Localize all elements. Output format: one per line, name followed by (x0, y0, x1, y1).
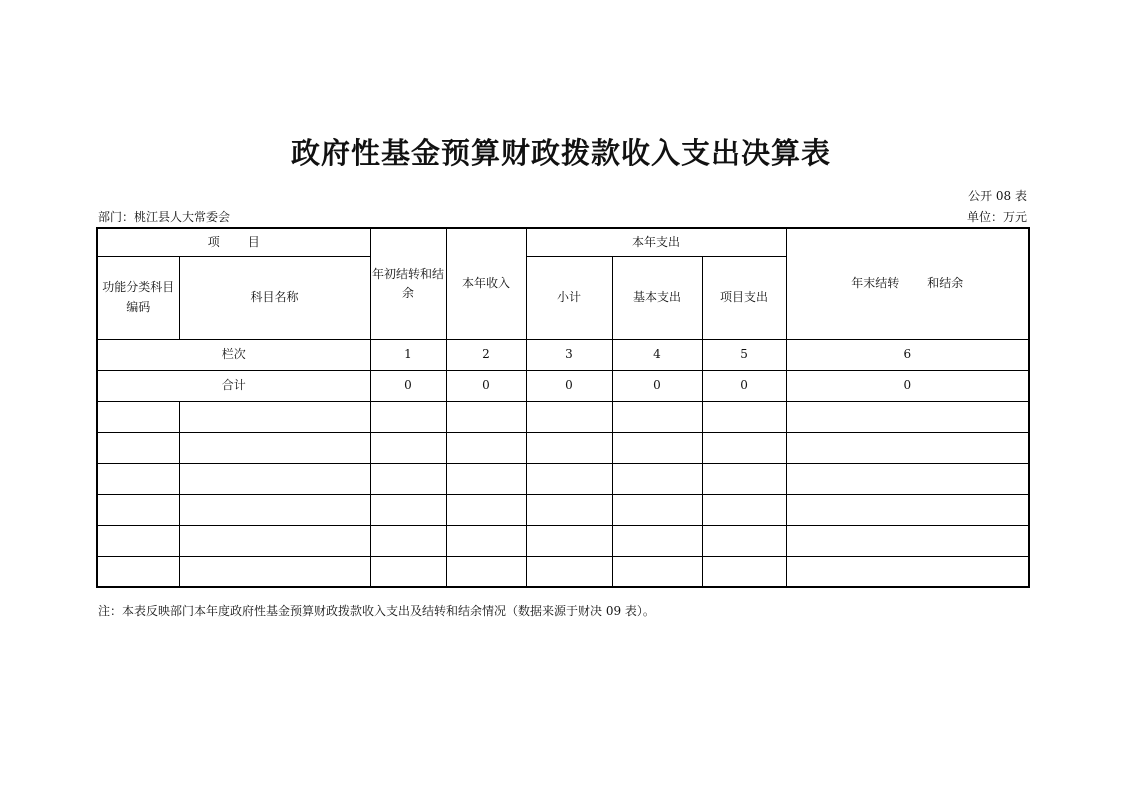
empty-cell (97, 463, 179, 494)
empty-cell (446, 432, 526, 463)
header-expense-group: 本年支出 (526, 228, 786, 256)
empty-cell (179, 401, 370, 432)
header-item (97, 228, 370, 256)
empty-cell (702, 463, 786, 494)
total-cell: 0 (526, 370, 612, 401)
page-title: 政府性基金预算财政拨款收入支出决算表 (290, 136, 831, 170)
empty-cell (97, 494, 179, 525)
header-item-part2: 目 (247, 234, 260, 249)
total-cell: 0 (612, 370, 702, 401)
index-cell: 6 (786, 339, 1029, 370)
total-cell: 0 (370, 370, 446, 401)
header-carryover-begin: 年初结转和结余 (370, 228, 446, 339)
index-cell: 1 (370, 339, 446, 370)
empty-cell (786, 463, 1029, 494)
index-cell: 5 (702, 339, 786, 370)
total-cell: 0 (446, 370, 526, 401)
table-row (97, 556, 1029, 587)
table-row (97, 525, 1029, 556)
empty-cell (612, 432, 702, 463)
header-item-part1: 项 (207, 234, 220, 249)
empty-cell (612, 494, 702, 525)
table-row (97, 401, 1029, 432)
empty-cell (702, 401, 786, 432)
department-label: 部门：桃江县人大常委会 (98, 210, 231, 224)
empty-cell (370, 556, 446, 587)
budget-table (96, 227, 1030, 588)
empty-cell (179, 463, 370, 494)
empty-cell (97, 401, 179, 432)
row-total-label: 合计 (97, 370, 370, 401)
empty-cell (526, 494, 612, 525)
header-func-code: 功能分类科目编码 (97, 256, 179, 339)
empty-cell (526, 525, 612, 556)
empty-cell (446, 401, 526, 432)
empty-cell (526, 556, 612, 587)
empty-cell (446, 494, 526, 525)
empty-cell (612, 401, 702, 432)
header-subtotal: 小计 (526, 256, 612, 339)
index-cell: 4 (612, 339, 702, 370)
empty-cell (97, 432, 179, 463)
empty-cell (526, 401, 612, 432)
empty-cell (702, 556, 786, 587)
row-index-label: 栏次 (97, 339, 370, 370)
empty-cell (526, 432, 612, 463)
empty-cell (97, 525, 179, 556)
empty-cell (526, 463, 612, 494)
empty-cell (370, 432, 446, 463)
empty-cell (702, 432, 786, 463)
empty-cell (370, 401, 446, 432)
empty-cell (446, 556, 526, 587)
header-carryover-end-part2: 和结余 (927, 276, 964, 291)
empty-cell (446, 463, 526, 494)
index-cell: 2 (446, 339, 526, 370)
empty-cell (370, 525, 446, 556)
index-cell: 3 (526, 339, 612, 370)
table-row (97, 432, 1029, 463)
footnote: 注：本表反映部门本年度政府性基金预算财政拨款收入支出及结转和结余情况（数据来源于财决 09 表）。 (98, 604, 655, 618)
empty-cell (612, 556, 702, 587)
empty-cell (179, 432, 370, 463)
empty-cell (370, 463, 446, 494)
header-project: 项目支出 (702, 256, 786, 339)
header-subject-name: 科目名称 (179, 256, 370, 339)
empty-cell (786, 432, 1029, 463)
empty-cell (786, 525, 1029, 556)
empty-cell (612, 525, 702, 556)
header-basic: 基本支出 (612, 256, 702, 339)
empty-cell (179, 525, 370, 556)
empty-cell (612, 463, 702, 494)
empty-cell (179, 494, 370, 525)
empty-cell (786, 494, 1029, 525)
table-row (97, 463, 1029, 494)
header-carryover-end (786, 228, 1029, 339)
empty-cell (786, 401, 1029, 432)
total-cell: 0 (786, 370, 1029, 401)
table-row (97, 494, 1029, 525)
header-income: 本年收入 (446, 228, 526, 339)
empty-cell (786, 556, 1029, 587)
empty-cell (179, 556, 370, 587)
empty-cell (702, 525, 786, 556)
empty-cell (370, 494, 446, 525)
header-carryover-end-part1: 年末结转 (851, 276, 900, 291)
empty-cell (446, 525, 526, 556)
unit-label: 单位：万元 (966, 210, 1027, 224)
form-number: 公开 08 表 (968, 189, 1027, 203)
empty-cell (702, 494, 786, 525)
total-cell: 0 (702, 370, 786, 401)
empty-cell (97, 556, 179, 587)
